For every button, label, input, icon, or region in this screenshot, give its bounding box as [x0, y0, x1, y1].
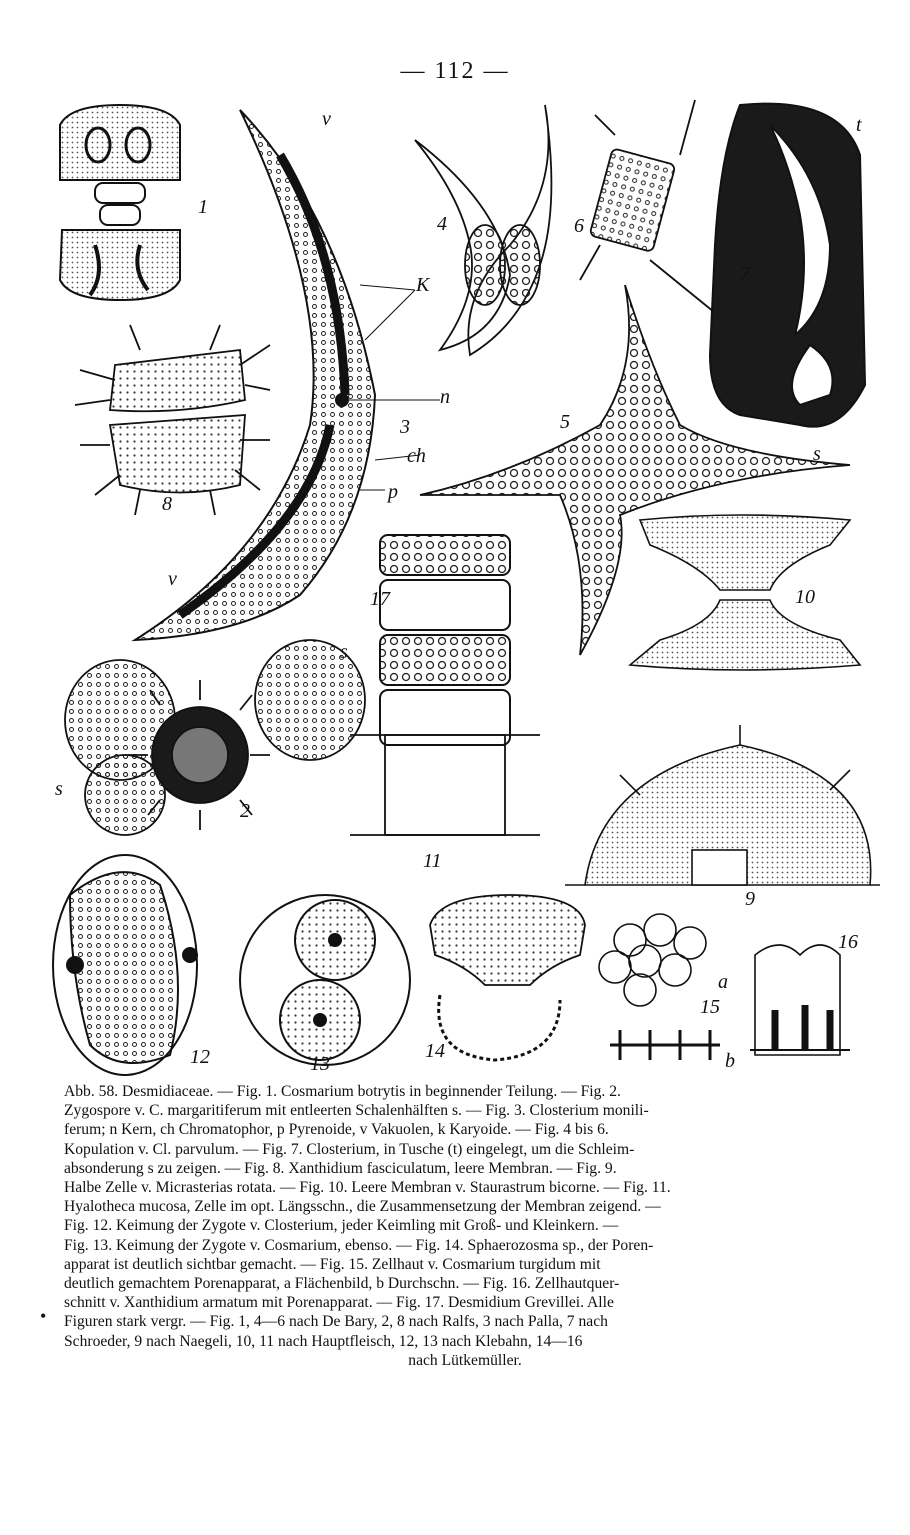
- label-k: K: [416, 274, 430, 296]
- label-fig6: 6: [574, 215, 584, 237]
- label-fig12: 12: [190, 1046, 210, 1068]
- label-fig7: 7: [740, 263, 750, 285]
- fig9-micrasterias: [565, 725, 880, 885]
- fig8-xanthidium: [75, 325, 270, 515]
- label-b: b: [725, 1050, 735, 1072]
- caption-line: apparat ist deutlich sichtbar gemacht. — Fig. 15. Zellhaut v. Cosmarium turgidum mit: [64, 1255, 601, 1273]
- label-fig3: 3: [400, 416, 410, 438]
- label-p: p: [388, 481, 398, 503]
- caption-line: schnitt v. Xanthidium armatum mit Porenapparat. — Fig. 17. Desmidium Grevillei. Alle: [64, 1294, 614, 1312]
- fig15-cosmarium-turgidum: [599, 914, 720, 1060]
- label-s2b: s: [340, 641, 348, 663]
- label-fig14: 14: [425, 1040, 445, 1062]
- caption-line: Schroeder, 9 nach Naegeli, 10, 11 nach Hauptfleisch, 12, 13 nach Klebahn, 14—16: [64, 1332, 583, 1350]
- caption-line: Abb. 58. Desmidiaceae. — Fig. 1. Cosmarium botrytis in beginnender Teilung. — Fig. 2.: [64, 1083, 621, 1100]
- label-fig16: 16: [838, 931, 858, 953]
- label-fig13: 13: [310, 1053, 330, 1075]
- caption-line: ferum; n Kern, ch Chromatophor, p Pyrenoide, v Vakuolen, k Karyoide. — Fig. 4 bis 6.: [64, 1121, 609, 1139]
- fig7-closterium-ink: [710, 104, 865, 427]
- label-t: t: [856, 114, 862, 136]
- label-fig9: 9: [745, 888, 755, 910]
- fig13-zygote-cosmarium: [240, 895, 410, 1065]
- fig12-zygote-closterium: [53, 855, 197, 1075]
- fig17-desmidium: [380, 535, 510, 745]
- label-a: a: [718, 971, 728, 993]
- caption-line: absonderung s zu zeigen. — Fig. 8. Xanthidium fasciculatum, leere Membran. — Fig. 9.: [64, 1159, 617, 1177]
- fig1-cosmarium: [60, 105, 180, 300]
- caption-line: Figuren stark vergr. — Fig. 1, 4—6 nach De Bary, 2, 8 nach Ralfs, 3 nach Palla, 7 nach: [64, 1313, 608, 1331]
- fig6-zygote: [580, 100, 730, 325]
- label-ch: ch: [407, 445, 426, 467]
- label-fig11: 11: [423, 850, 442, 872]
- label-fig17: 17: [370, 588, 390, 610]
- page-number: — 112 —: [400, 58, 510, 84]
- caption-line: Kopulation v. Cl. parvulum. — Fig. 7. Closterium, in Tusche (t) eingelegt, um die Schleim-: [64, 1140, 635, 1158]
- caption-line: Fig. 12. Keimung der Zygote v. Closterium, jeder Keimling mit Groß- und Kleinkern. —: [64, 1217, 619, 1235]
- margin-mark: •: [40, 1306, 47, 1326]
- label-fig10: 10: [795, 586, 815, 608]
- label-fig5: 5: [560, 411, 570, 433]
- caption-line: deutlich gemachtem Porenapparat, a Flächenbild, b Durchschn. — Fig. 16. Zellhautquer-: [64, 1275, 620, 1293]
- fig11-hyalotheca: [350, 735, 540, 835]
- fig2-zygospore: [65, 640, 365, 835]
- caption-line: Fig. 13. Keimung der Zygote v. Cosmarium, ebenso. — Fig. 14. Sphaerozosma sp., der Poren-: [64, 1236, 654, 1254]
- label-fig15: 15: [700, 996, 720, 1018]
- plate-drawing: [40, 95, 880, 1080]
- fig16-xanthidium-armatum: [750, 945, 850, 1055]
- label-n: n: [440, 386, 450, 408]
- label-s2a: s: [55, 778, 63, 800]
- label-fig1: 1: [198, 196, 208, 218]
- figure-plate: [40, 95, 880, 1080]
- caption-line: Halbe Zelle v. Micrasterias rotata. — Fig. 10. Leere Membran v. Staurastrum bicorne. — Fig. 11.: [64, 1179, 671, 1197]
- caption-line: Zygospore v. C. margaritiferum mit entleerten Schalenhälften s. — Fig. 3. Closterium monili-: [64, 1102, 649, 1120]
- caption-line: nach Lütkemüller.: [408, 1351, 522, 1369]
- label-v-bottom: v: [168, 568, 177, 590]
- fig4-parvulum: [415, 105, 551, 355]
- fig10-staurastrum: [630, 515, 860, 670]
- label-fig4: 4: [437, 213, 447, 235]
- label-fig2: 2: [240, 800, 250, 822]
- label-fig8: 8: [162, 493, 172, 515]
- figure-caption: [64, 1082, 866, 1370]
- label-v-top: v: [322, 108, 331, 130]
- caption-line: Hyalotheca mucosa, Zelle im opt. Längsschn., die Zusammensetzung der Membran zeigend. —: [64, 1198, 661, 1216]
- label-s7: s: [813, 443, 821, 465]
- fig14-sphaerozosma: [430, 895, 585, 1060]
